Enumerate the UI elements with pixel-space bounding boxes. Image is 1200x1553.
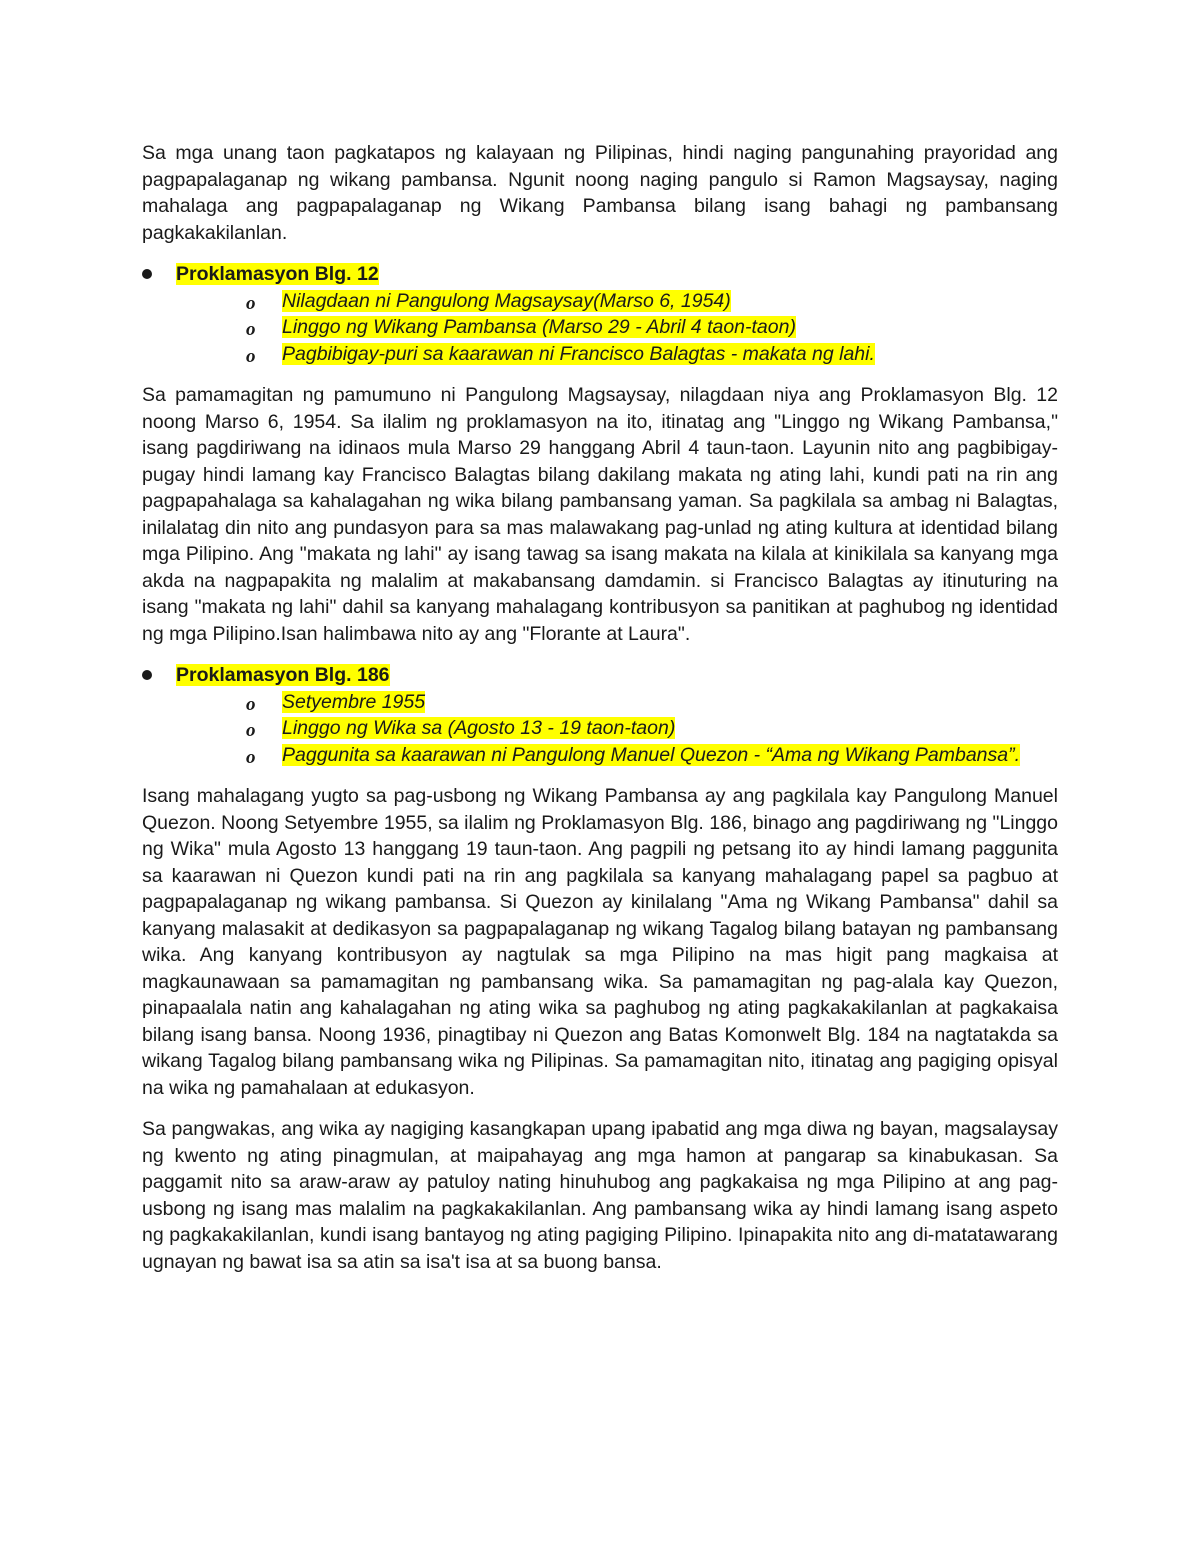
proklamasyon-12-list: [142, 261, 1058, 367]
sub-bullet-icon: o: [246, 292, 256, 314]
conclusion-paragraph: Sa pangwakas, ang wika ay nagiging kasangkapan upang ipabatid ang mga diwa ng bayan, magsalaysay ng kwento ng ating pinagmulan, at maipahayag ang mga hamon at pangarap sa kinabukasan. Sa paggamit nito sa araw-araw ay patuloy nating hinuhubog ang pagkakaisa ng mga Pilipino at ang pag-usbong ng isang mas malalim na pagkakakilanlan. Ang pambansang wika ay hindi lamang isang aspeto ng pagkakakilanlan, kundi isang bantayog ng ating pagiging Pilipino. Ipinapakita nito ang di-matatawarang ugnayan ng bawat isa sa atin sa isa't isa at sa buong bansa.: [142, 1118, 1058, 1273]
sub-item-text: Linggo ng Wikang Pambansa (Marso 29 - Abril 4 taon-taon): [282, 316, 796, 338]
sub-item-text: Paggunita sa kaarawan ni Pangulong Manuel Quezon - “Ama ng Wikang Pambansa”.: [282, 743, 1021, 766]
sub-item-text: Nilagdaan ni Pangulong Magsaysay(Marso 6, 1954): [282, 289, 731, 312]
sub-list-item: [246, 341, 1058, 368]
sub-item-text: Linggo ng Wika sa (Agosto 13 - 19 taon-taon): [282, 717, 676, 739]
sub-bullet-icon: o: [246, 693, 256, 715]
proklamasyon-186-item: [142, 662, 1058, 768]
sub-list-item: [246, 314, 1058, 341]
proklamasyon-12-sublist: [176, 288, 1058, 368]
proklamasyon-186-sublist: [176, 689, 1058, 769]
sub-item-text: Setyembre 1955: [282, 690, 426, 713]
sub-bullet-icon: o: [246, 746, 256, 768]
sub-item-text: Pagbibigay-puri sa kaarawan ni Francisco Balagtas - makata ng lahi.: [282, 342, 875, 365]
sub-bullet-icon: o: [246, 319, 256, 340]
intro-paragraph: Sa mga unang taon pagkatapos ng kalayaan ng Pilipinas, hindi naging pangunahing prayoridad ang pagpapalaganap ng wikang pambansa. Ngunit noong naging pangulo si Ramon Magsaysay, naging mahalaga ang pagpapalaganap ng Wikang Pambansa bilang isang bahagi ng pambansang pagkakakilanlan.: [142, 142, 1058, 244]
document-page: [142, 140, 1058, 1290]
magsaysay-paragraph: Sa pamamagitan ng pamumuno ni Pangulong Magsaysay, nilagdaan niya ang Proklamasyon Blg. 12 noong Marso 6, 1954. Sa ilalim ng proklamasyon na ito, itinatag ang "Linggo ng Wikang Pambansa," isang pagdiriwang na idinaos mula Marso 29 hanggang Abril 4 taun-taon. Layunin nito ang pagbibigay-pugay hindi lamang kay Francisco Balagtas bilang dakilang makata ng ating lahi, kundi pati na rin ang pagpapahalaga sa kahalagahan ng wika bilang pambansang yaman. Sa pagkilala sa ambag ni Balagtas, inilalatag din nito ang pundasyon para sa mas malawakang pag-unlad ng ating kultura at identidad bilang mga Pilipino. Ang "makata ng lahi" ay isang tawag sa isang makata na kilala at kinikilala sa kanyang mga akda na nagpapakita ng malalim at makabansang damdamin. si Francisco Balagtas ay itinuturing na isang "makata ng lahi" dahil sa kanyang mahalagang kontribusyon sa panitikan at paghubog ng identidad ng mga Pilipino.Isan halimbawa nito ay ang "Florante at Laura".: [142, 384, 1058, 645]
sub-list-item: [246, 715, 1058, 742]
sub-list-item: [246, 288, 1058, 315]
proklamasyon-186-list: [142, 662, 1058, 768]
sub-bullet-icon: o: [246, 720, 256, 741]
sub-bullet-icon: o: [246, 345, 256, 367]
proklamasyon-12-label: Proklamasyon Blg. 12: [176, 263, 379, 285]
sub-list-item: [246, 689, 1058, 716]
bullet-icon: [142, 269, 152, 279]
quezon-paragraph: Isang mahalagang yugto sa pag-usbong ng Wikang Pambansa ay ang pagkilala kay Pangulong Manuel Quezon. Noong Setyembre 1955, sa ilalim ng Proklamasyon Blg. 186, binago ang pagdiriwang ng "Linggo ng Wika" mula Agosto 13 hanggang 19 taun-taon. Ang pagpili ng petsang ito ay hindi lamang paggunita sa kaarawan ni Quezon kundi pati na rin ang pagkilala sa kanyang mahalagang papel sa pagbuo at pagpapalaganap ng wikang pambansa. Si Quezon ay kinilalang "Ama ng Wikang Pambansa" dahil sa kanyang malasakit at dedikasyon sa pagpapalaganap ng wikang Tagalog bilang batayan ng pambansang wika. Ang kanyang kontribusyon ay nagtulak sa mga Pilipino na mas higit pang magkaisa at magkaunawaan sa pamamagitan ng pambansang wika. Sa pamamagitan ng pag-alala kay Quezon, pinapaalala natin ang kahalagahan ng ating wika sa paghubog ng ating pagkakakilanlan at pagkakaisa bilang isang bansa. Noong 1936, pinagtibay ni Quezon ang Batas Komonwelt Blg. 184 na nagtatakda sa wikang Tagalog bilang pambansang wika ng Pilipinas. Sa pamamagitan nito, itinatag ang pagiging opisyal na wika ng pamahalaan at edukasyon.: [142, 785, 1058, 1099]
bullet-icon: [142, 670, 152, 680]
proklamasyon-186-label: Proklamasyon Blg. 186: [176, 664, 390, 686]
sub-list-item: [246, 742, 1058, 769]
proklamasyon-12-item: [142, 261, 1058, 367]
